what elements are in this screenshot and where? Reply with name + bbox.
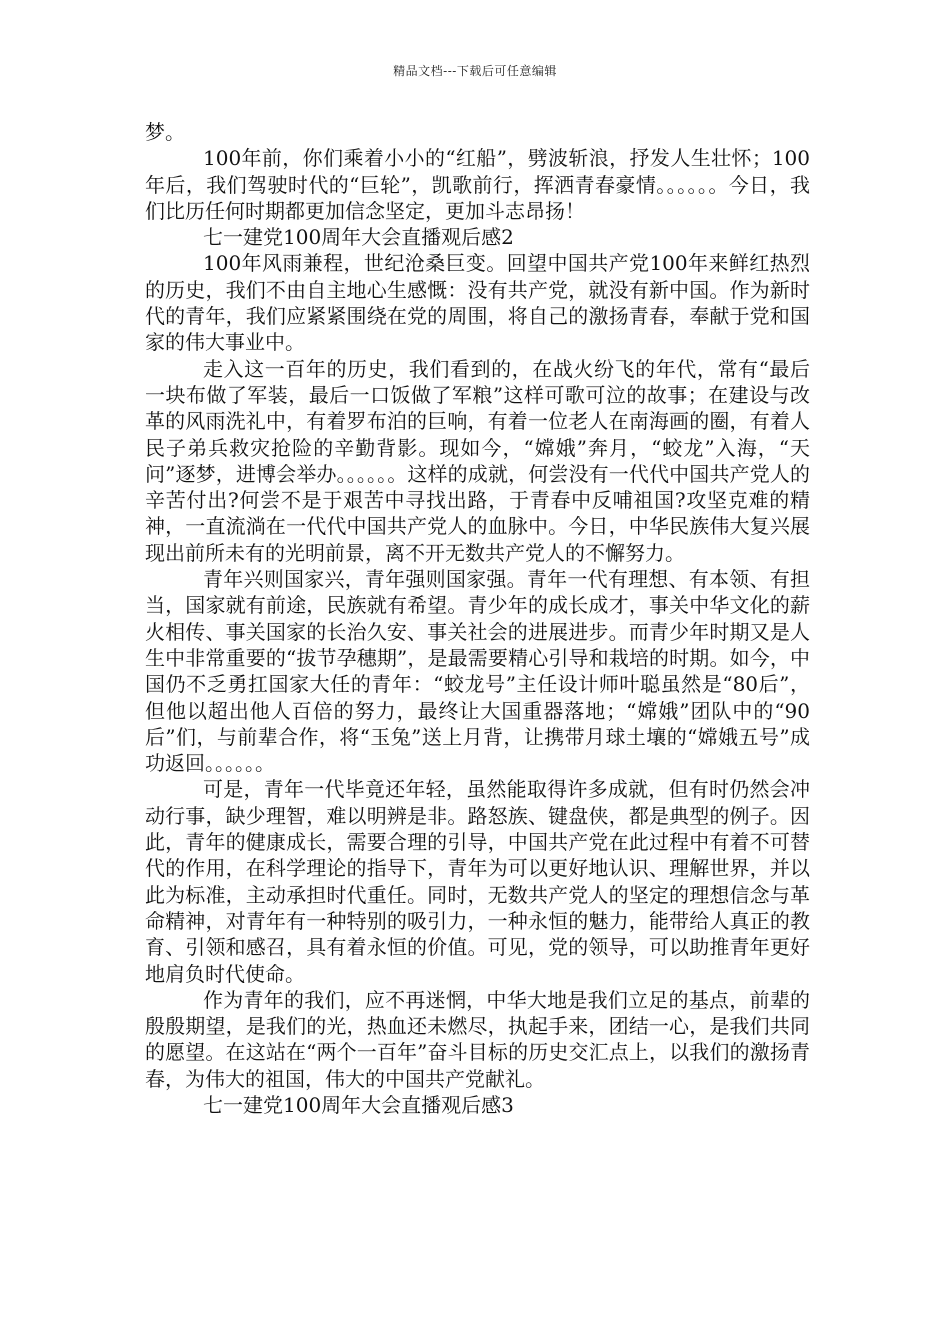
- document-body: [145, 119, 810, 1118]
- page-header: 精品文档---下载后可任意编辑: [393, 64, 557, 78]
- paragraph-continuation: 梦。: [145, 120, 185, 144]
- section-heading: 七一建党100周年大会直播观后感2: [203, 225, 514, 250]
- section-heading: 七一建党100周年大会直播观后感3: [203, 1092, 514, 1117]
- paragraph: 可是，青年一代毕竟还年轻，虽然能取得许多成就，但有时仍然会冲动行事，缺少理智，难以明辨是非。路怒族、键盘侠，都是典型的例子。因此，青年的健康成长，需要合理的引导，中国共产党在此过程中有着不可替代的作用，在科学理论的指导下，青年为可以更好地认识、理解世界，并以此为标准，主动承担时代重任。同时，无数共产党人的坚定的理想信念与革命精神，对青年有一种特别的吸引力，一种永恒的魅力，能带给人真正的教育、引领和感召，具有着永恒的价值。可见，党的领导，可以助推青年更好地肩负时代使命。: [145, 777, 810, 986]
- paragraph: 青年兴则国家兴，青年强则国家强。青年一代有理想、有本领、有担当，国家就有前途，民族就有希望。青少年的成长成才，事关中华文化的薪火相传、事关国家的长治久安、事关社会的进展进步。而青少年时期又是人生中非常重要的“拔节孕穗期”，是最需要精心引导和栽培的时期。如今，中国仍不乏勇扛国家大任的青年：“蛟龙号”主任设计师叶聪虽然是“80后”，但他以超出他人百倍的努力，最终让大国重器落地；“嫦娥”团队中的“90后”们，与前辈合作，将“玉兔”送上月背，让携带月球土壤的“嫦娥五号”成功返回。。。。。。: [145, 567, 810, 776]
- paragraph: 作为青年的我们，应不再迷惘，中华大地是我们立足的基点，前辈的殷殷期望，是我们的光，热血还未燃尽，执起手来，团结一心，是我们共同的愿望。在这站在“两个一百年”奋斗目标的历史交汇点上，以我们的激扬青春，为伟大的祖国，伟大的中国共产党献礼。: [145, 987, 810, 1091]
- paragraph: 走入这一百年的历史，我们看到的，在战火纷飞的年代，常有“最后一块布做了军装，最后一口饭做了军粮”这样可歌可泣的故事；在建设与改革的风雨洗礼中，有着罗布泊的巨响，有着一位老人在南海画的圈，有着人民子弟兵救灾抢险的辛勤背影。现如今，“嫦娥”奔月，“蛟龙”入海，“天问”逐梦，进博会举办。。。。。。这样的成就，何尝没有一代代中国共产党人的辛苦付出?何尝不是于艰苦中寻找出路，于青春中反哺祖国?攻坚克难的精神，一直流淌在一代代中国共产党人的血脉中。今日，中华民族伟大复兴展现出前所未有的光明前景，离不开无数共产党人的不懈努力。: [145, 356, 810, 565]
- paragraph: 100年风雨兼程，世纪沧桑巨变。回望中国共产党100年来鲜红热烈的历史，我们不由自主地心生感慨：没有共产党，就没有新中国。作为新时代的青年，我们应紧紧围绕在党的周围，将自己的激扬青春，奉献于党和国家的伟大事业中。: [145, 251, 810, 355]
- paragraph: 100年前，你们乘着小小的“红船”，劈波斩浪，抒发人生壮怀；100年后，我们驾驶时代的“巨轮”，凯歌前行，挥洒青春豪情。。。。。。今日，我们比历任何时期都更加信念坚定，更加斗志昂扬！: [145, 146, 810, 223]
